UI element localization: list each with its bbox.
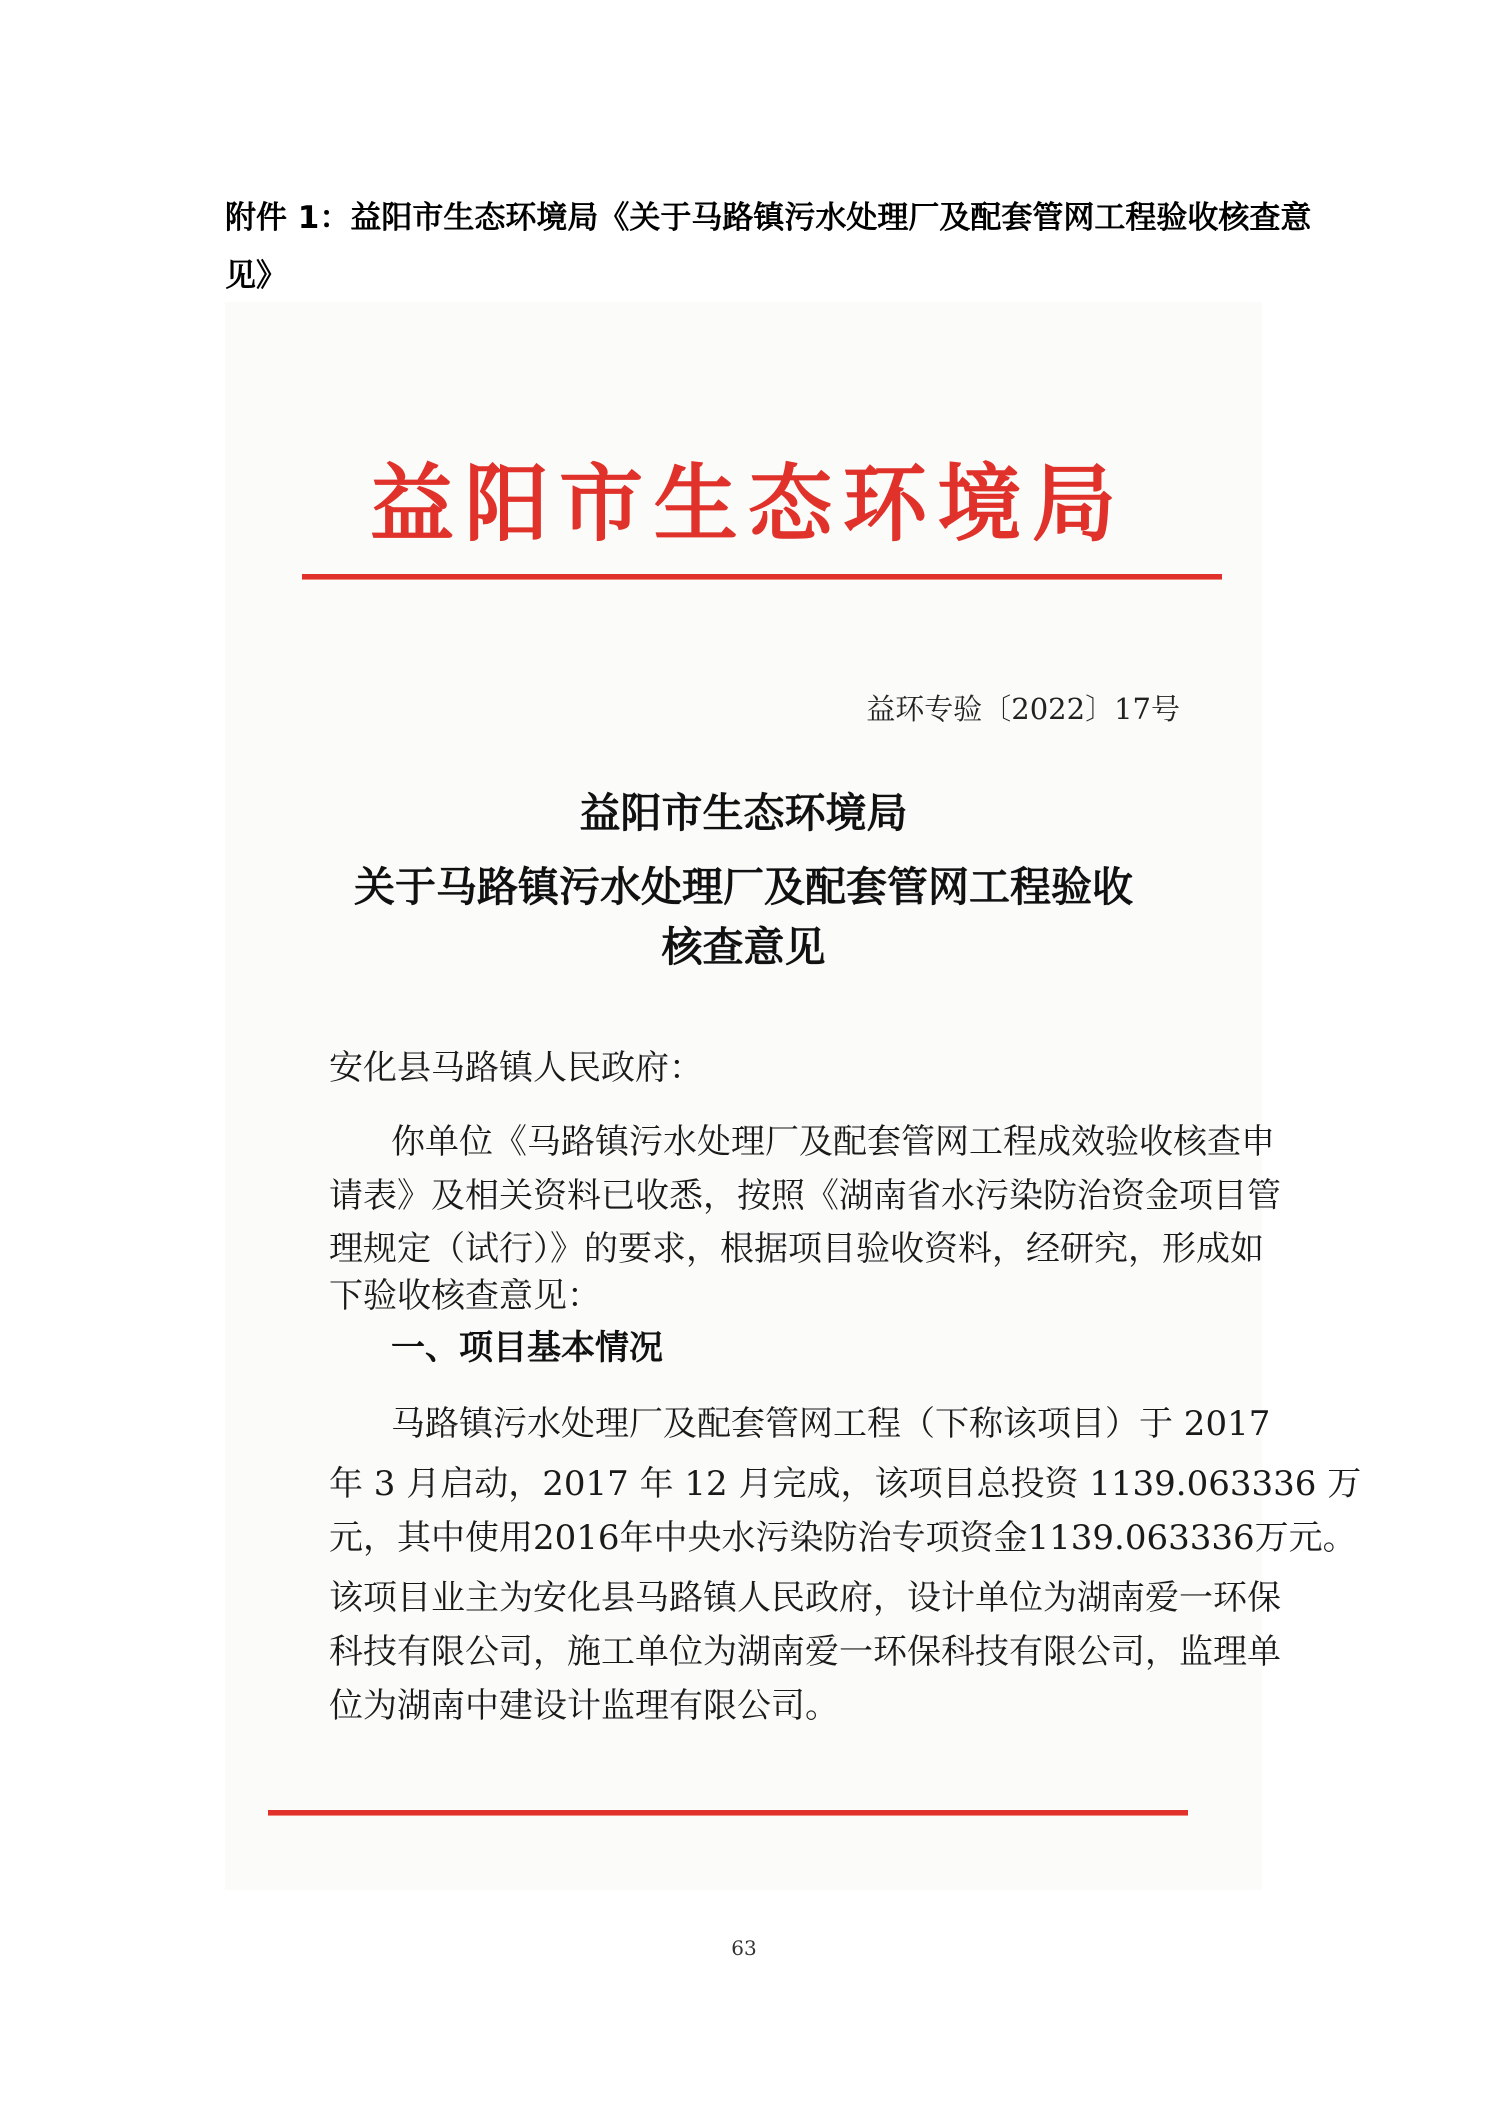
intro-line: 理规定（试行）》的要求，根据项目验收资料，经研究，形成如: [329, 1229, 1264, 1269]
section1-line: 该项目业主为安化县马路镇人民政府，设计单位为湖南爱一环保: [329, 1578, 1281, 1618]
document-number: 益环专验〔2022〕17号: [866, 692, 1180, 726]
page-number: 63: [731, 1936, 757, 1960]
letterhead-divider: [302, 574, 1222, 580]
intro-line: 下验收核查意见：: [329, 1276, 601, 1316]
bottom-divider: [268, 1810, 1188, 1816]
intro-line: 你单位《马路镇污水处理厂及配套管网工程成效验收核查申: [391, 1122, 1275, 1162]
section1-line: 马路镇污水处理厂及配套管网工程（下称该项目）于 2017: [391, 1404, 1271, 1444]
section1-line: 年 3 月启动，2017 年 12 月完成，该项目总投资 1139.063336 万: [329, 1464, 1362, 1504]
salutation: 安化县马路镇人民政府：: [329, 1048, 703, 1088]
attachment-heading-line2: 见》: [225, 258, 287, 294]
scanned-document: [225, 302, 1362, 1890]
document-title-line1: 益阳市生态环境局: [579, 789, 908, 837]
intro-line: 请表》及相关资料已收悉，按照《湖南省水污染防治资金项目管: [329, 1176, 1281, 1216]
letterhead-agency: 益阳市生态环境局: [370, 454, 1120, 553]
document-title-line3: 核查意见: [661, 923, 826, 971]
attachment-heading-line1: 附件 1：益阳市生态环境局《关于马路镇污水处理厂及配套管网工程验收核查意: [225, 200, 1312, 236]
section1-line: 科技有限公司，施工单位为湖南爱一环保科技有限公司，监理单: [329, 1632, 1281, 1672]
section1-line: 位为湖南中建设计监理有限公司。: [329, 1686, 839, 1726]
section1-heading: 一、项目基本情况: [391, 1328, 663, 1368]
document-title-line2: 关于马路镇污水处理厂及配套管网工程验收: [354, 863, 1133, 911]
section1-line: 元，其中使用2016年中央水污染防治专项资金1139.063336万元。: [329, 1518, 1357, 1558]
